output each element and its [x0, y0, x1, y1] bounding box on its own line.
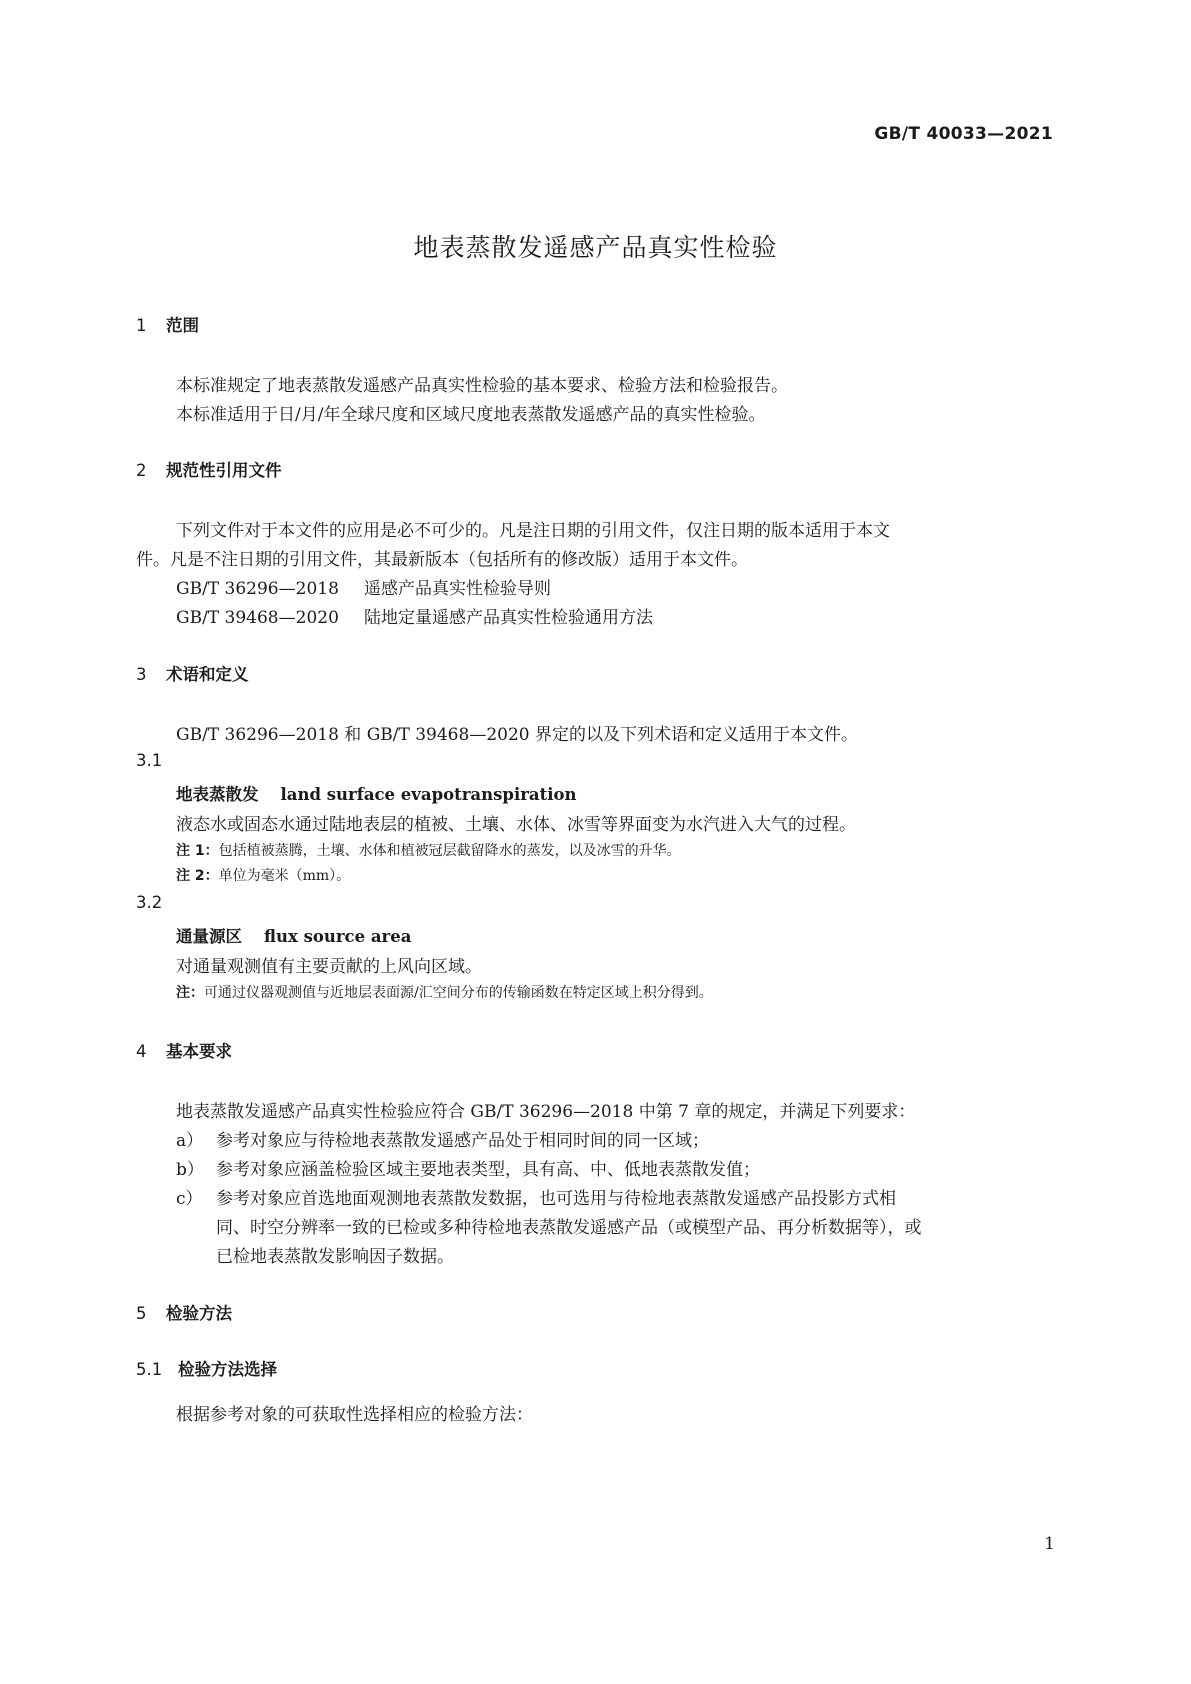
term-heading — [176, 923, 411, 947]
term-en: flux source area — [264, 927, 412, 946]
term-definition: 液态水或固态水通过陆地表层的植被、土壤、水体、冰雪等界面变为水汽进入大气的过程。 — [176, 815, 856, 835]
reference-item — [176, 574, 1056, 599]
reference-code: GB/T 39468—2020 — [176, 608, 339, 628]
section-4-heading — [136, 1038, 232, 1062]
section-number: 2 — [136, 461, 147, 480]
reference-code: GB/T 36296—2018 — [176, 579, 339, 599]
document-title: 地表蒸散发遥感产品真实性检验 — [413, 233, 778, 262]
note-text: 可通过仪器观测值与近地层表面源/汇空间分布的传输函数在特定区域上积分得到。 — [204, 985, 713, 1001]
list-item — [176, 1155, 1056, 1180]
subsection-number: 5.1 — [136, 1360, 163, 1379]
list-text-continued: 已检地表蒸散发影响因子数据。 — [216, 1247, 454, 1267]
section-3-heading — [136, 661, 249, 685]
list-text-continued: 同、时空分辨率一致的已检或多种待检地表蒸散发遥感产品（或模型产品、再分析数据等），或 — [216, 1218, 922, 1238]
section-number: 3 — [136, 665, 147, 684]
section-2-heading — [136, 457, 282, 481]
note-text: 单位为毫米（mm）。 — [218, 868, 351, 884]
paragraph: 下列文件对于本文件的应用是必不可少的。凡是注日期的引用文件，仅注日期的版本适用于本文 — [176, 521, 890, 541]
standard-code: GB/T 40033—2021 — [874, 124, 1053, 144]
section-title: 基本要求 — [166, 1042, 232, 1061]
subsection-title: 检验方法选择 — [178, 1360, 277, 1379]
list-text: 参考对象应首选地面观测地表蒸散发数据，也可选用与待检地表蒸散发遥感产品投影方式相 — [216, 1189, 896, 1209]
section-5-heading — [136, 1300, 232, 1324]
list-item — [176, 1184, 1056, 1209]
note — [176, 840, 681, 860]
list-marker: c） — [176, 1189, 203, 1209]
section-1-heading — [136, 312, 199, 336]
list-text: 参考对象应涵盖检验区域主要地表类型，具有高、中、低地表蒸散发值； — [216, 1160, 760, 1180]
note — [176, 865, 350, 885]
paragraph: 地表蒸散发遥感产品真实性检验应符合 GB/T 36296—2018 中第 7 章的规定，并满足下列要求： — [176, 1102, 916, 1122]
term-heading — [176, 781, 577, 805]
note-text: 包括植被蒸腾，土壤、水体和植被冠层截留降水的蒸发，以及冰雪的升华。 — [218, 843, 681, 859]
reference-item — [176, 603, 1056, 628]
subsection-5-1-heading — [136, 1356, 277, 1380]
section-title: 术语和定义 — [166, 665, 249, 684]
section-title: 规范性引用文件 — [166, 461, 282, 480]
paragraph: 根据参考对象的可获取性选择相应的检验方法： — [176, 1405, 533, 1425]
note-label: 注 1： — [176, 843, 219, 859]
paragraph: GB/T 36296—2018 和 GB/T 39468—2020 界定的以及下列术语和定义适用于本文件。 — [176, 725, 858, 745]
paragraph: 本标准规定了地表蒸散发遥感产品真实性检验的基本要求、检验方法和检验报告。 — [176, 376, 788, 396]
term-number: 3.2 — [136, 893, 163, 912]
reference-title: 陆地定量遥感产品真实性检验通用方法 — [364, 608, 653, 628]
term-zh: 地表蒸散发 — [176, 785, 259, 804]
note — [176, 982, 713, 1002]
section-number: 1 — [136, 316, 147, 335]
list-marker: b） — [176, 1160, 204, 1180]
section-number: 4 — [136, 1042, 147, 1061]
list-item — [176, 1126, 1056, 1151]
note-label: 注 2： — [176, 868, 219, 884]
section-title: 范围 — [166, 316, 199, 335]
paragraph: 件。凡是不注日期的引用文件，其最新版本（包括所有的修改版）适用于本文件。 — [136, 550, 748, 570]
list-text: 参考对象应与待检地表蒸散发遥感产品处于相同时间的同一区域； — [216, 1131, 709, 1151]
list-marker: a） — [176, 1131, 204, 1151]
page-number: 1 — [1044, 1534, 1055, 1554]
term-definition: 对通量观测值有主要贡献的上风向区域。 — [176, 957, 482, 977]
section-number: 5 — [136, 1304, 147, 1323]
term-zh: 通量源区 — [176, 927, 242, 946]
reference-title: 遥感产品真实性检验导则 — [364, 579, 551, 599]
note-label: 注： — [176, 985, 204, 1001]
paragraph: 本标准适用于日/月/年全球尺度和区域尺度地表蒸散发遥感产品的真实性检验。 — [176, 405, 766, 425]
term-number: 3.1 — [136, 751, 163, 770]
term-en: land surface evapotranspiration — [280, 785, 577, 804]
section-title: 检验方法 — [166, 1304, 232, 1323]
